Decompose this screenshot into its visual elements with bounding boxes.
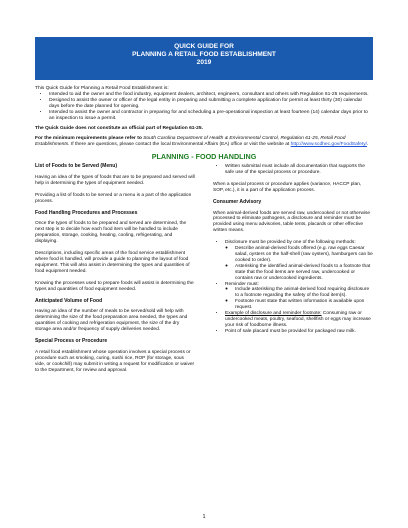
intro-lead: This Quick Guide for Planning a Retail Food Establishment is: [35, 86, 169, 91]
title-line-1: QUICK GUIDE FOR [174, 43, 234, 50]
intro-bullet-list [35, 92, 373, 122]
intro-bullet: • Intended to assist the owner and contractor in preparing for and scheduling a pre-operational inspection at least fourteen (14) calendar days prior to an inspection to issue a permit. [49, 110, 373, 122]
paragraph: Once the types of foods to be prepared and served are determined, the next step is to decide how each food item will be handled to include preparation, storage, cooking, heating, cooling, refrigerating, and displaying. [35, 221, 187, 245]
footnote-example-text: Consuming raw or undercooked meats, poultry, seafood, shellfish or eggs may increase your risk of foodborne illness. [225, 311, 371, 328]
heading-consumer-advisory: Consumer Advisory [213, 198, 262, 205]
intro-section [35, 86, 373, 148]
min-req-contact: If there are questions, please contact the local Environmental Affairs (EA) office or visit the website at [70, 142, 290, 147]
intro-bullet: • Intended to aid the owner and the food industry, equipment dealers, architect, engineers, consultant and others with Regulation 61-25 requirements. [49, 92, 373, 98]
paragraph: Knowing the processes used to prepare foods will assist in determining the types and quantities of food equipment needed. [35, 280, 194, 292]
paragraph: A retail food establishment whose operation involves a special process or procedure such as smoking, curing, sushi rice, ROP (for storage, sous vide, or cookchill) may submit in writing a request for modification or waiver to the Department, for review and approval. [35, 349, 195, 373]
footnote-example-label: Example of disclosure and reminder footnote: [225, 311, 322, 317]
heading-special-process: Special Process or Procedure [35, 338, 108, 345]
sub-bullet-list [225, 246, 373, 281]
disclaimer: The Quick Guide does not constitute an official part of Regulation 61-25. [35, 126, 203, 131]
minimum-requirements: For the minimum requirements please refer to South Carolina Department of Health & Environmental Control, Regulation 61-25, Retail Food Establishments. If there are questions, please contact the local Environmental Affairs (EA) office or visit the website at http://www.scdhec.gov/FoodSafety/. [35, 136, 369, 147]
bullet-item [225, 240, 373, 281]
paragraph: When animal-derived foods are served raw, undercooked or not otherwise processed to eliminate pathogens, a disclosure and reminder must be provided using menu advisories, table tents, placards or other effective written means. [213, 210, 371, 234]
paragraph: Descriptions, including specific areas of the food service establishment where food is handled, will provide a guide to planning the layout of food equipment. This will also assist in determining the types and quantities of food equipment needed. [35, 251, 190, 274]
bullet-text: Disclosure must be provided by one of the following methods: [225, 240, 356, 246]
title-banner [35, 37, 373, 80]
sub-bullet-item: ◦ Footnote must state that written information is available upon request. [235, 299, 373, 311]
sub-bullet-list [225, 287, 373, 311]
min-req-lead: For the minimum requirements please refer to [35, 136, 142, 141]
paragraph: Having an idea of the types of foods that are to be prepared and served will help in determining the types of equipment needed. [35, 174, 195, 186]
bullet-list [213, 240, 373, 335]
heading-procedures: Food Handling Procedures and Processes [35, 209, 138, 216]
right-column [213, 164, 373, 341]
intro-bullet: • Designed to assist the owner or officer of the legal entity in preparing and submitting a complete application for permit at least thirty (30) calendar days before the date planned for opening. [49, 98, 373, 110]
bullet-item [225, 282, 373, 312]
regulation-name: South Carolina Department of Health & Environmental Control, Regulation 61-25, Retail Food Establishments. [35, 136, 346, 147]
section-title: PLANNING - FOOD HANDLING [151, 152, 257, 161]
paragraph: Providing a list of foods to be served or a menu is a part of the application process. [35, 192, 192, 204]
sub-bullet-item: ◦ Asterisking the identified animal-derived foods to a footnote that state that the food items are served raw, undercooked or contains raw or undercooked ingredients. [235, 264, 373, 282]
heading-volume: Anticipated Volume of Food [35, 297, 103, 304]
bullet-item: • Written submittal must include all documentation that supports the safe use of the special process or procedure. [225, 164, 373, 176]
paragraph: When a special process or procedure applies (variance, HACCP plan, SOP, etc.), it is a part of the application process. [213, 181, 362, 193]
bullet-item [225, 311, 373, 329]
title-year: 2019 [196, 59, 212, 67]
paragraph: Having an idea of the number of meals to be served/sold will help with determining the size of the food preparation area needed, the types and quantities of cooking and refrigeration equipment, the size of the dry storage area and/or frequency of supply deliveries needed. [35, 309, 188, 333]
bullet-text: Reminder must: [225, 281, 259, 287]
left-column [35, 164, 195, 380]
sub-bullet-item: ◦ Describe animal-derived foods offered (e.g. raw eggs Caesar salad, oysters on the half-shell (raw oysters), hamburgers can be cooked to order). [235, 246, 373, 264]
heading-food-list: List of Foods to be Served (Menu) [35, 163, 118, 169]
bullet-list [213, 164, 373, 176]
title-line-2: PLANNING A RETAIL FOOD ESTABLISHMENT [132, 51, 276, 59]
website-link[interactable]: http://www.scdhec.gov/FoodSafety/ [290, 142, 368, 147]
sub-bullet-item: ◦ Include asterisking the animal-derived food requiring disclosure to a footnote regarding the safety of the food item(s). [235, 287, 373, 299]
bullet-item: • Point of sale placard must be provided for packaged raw milk. [225, 329, 373, 335]
page-number: 1 [202, 514, 206, 520]
